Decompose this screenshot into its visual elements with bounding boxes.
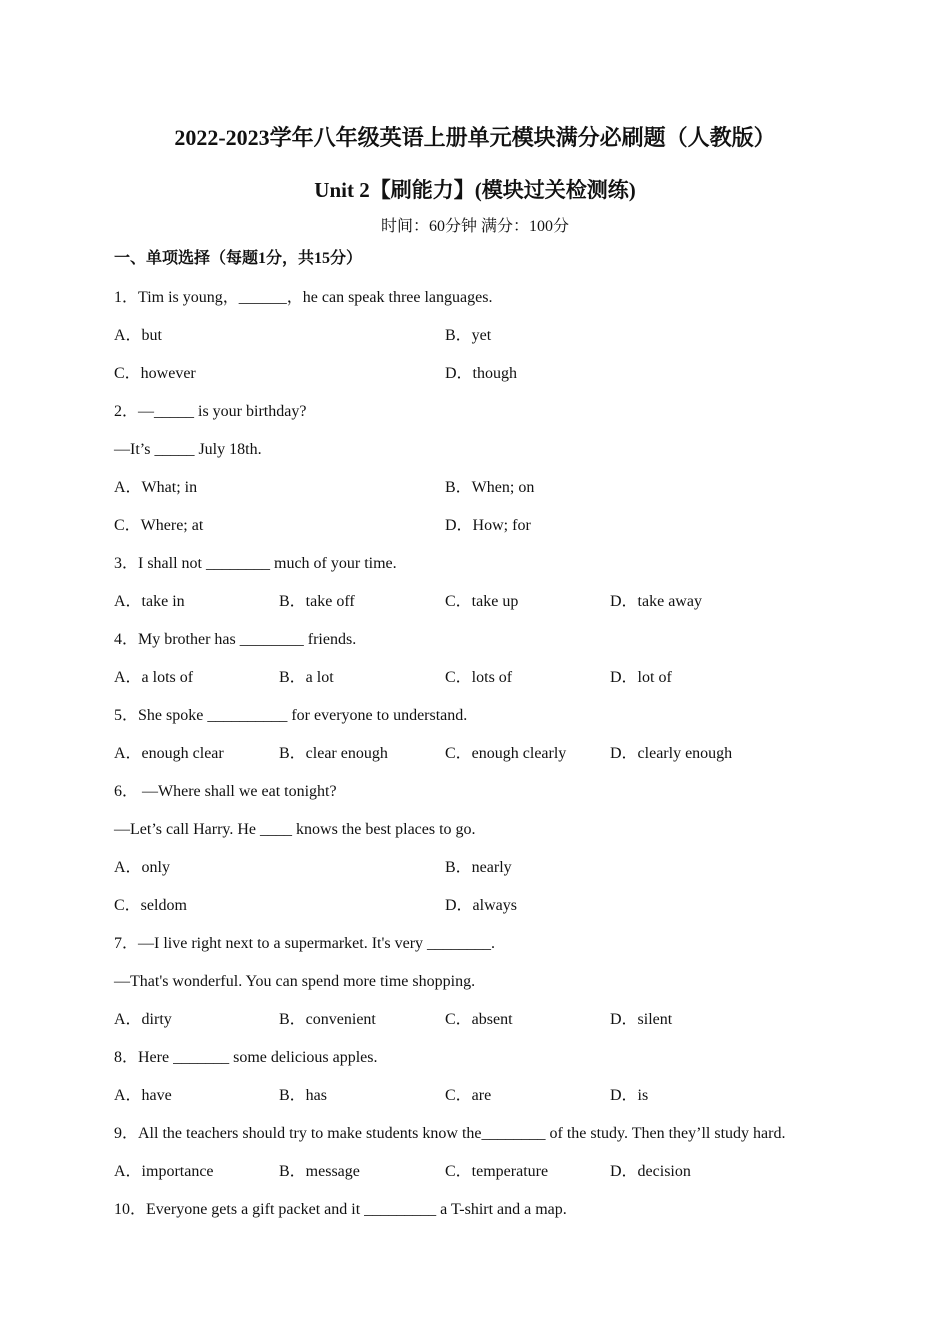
question-4-options (114, 665, 844, 691)
q8-option-b: B．has (279, 1087, 328, 1104)
question-2-options-row2 (114, 513, 844, 539)
q2-option-a: A．What; in (114, 479, 198, 496)
q3-option-a: A．take in (114, 593, 185, 610)
q5-option-a: A．enough clear (114, 745, 224, 762)
q9-option-c: C．temperature (445, 1163, 549, 1180)
question-3-options (114, 589, 844, 615)
q6-option-a: A．only (114, 859, 171, 876)
question-1-stem: 1．Tim is young，______，he can speak three languages. (114, 289, 493, 306)
question-5-options (114, 741, 844, 767)
question-9-options (114, 1159, 844, 1185)
question-5-stem: 5．She spoke __________ for everyone to understand. (114, 707, 468, 724)
q8-option-a: A．have (114, 1087, 172, 1104)
q4-option-a: A．a lots of (114, 669, 194, 686)
q9-option-d: D．decision (610, 1163, 691, 1180)
document-title: 2022-2023学年八年级英语上册单元模块满分必刷题（人教版） (174, 125, 776, 150)
q1-option-d: D．though (445, 365, 518, 382)
q2-option-c: C．Where; at (114, 517, 204, 534)
question-9-stem: 9．All the teachers should try to make students know the________ of the study. Then they’ll study hard. (114, 1125, 786, 1142)
question-1-options-row2 (114, 361, 844, 387)
question-7-options (114, 1007, 844, 1033)
q7-option-c: C．absent (445, 1011, 513, 1028)
question-7-reply: —That's wonderful. You can spend more time shopping. (114, 973, 476, 990)
q3-option-d: D．take away (610, 593, 702, 610)
question-1-options (114, 323, 844, 349)
q1-option-a: A．but (114, 327, 163, 344)
q3-option-c: C．take up (445, 593, 519, 610)
q7-option-a: A．dirty (114, 1011, 172, 1028)
question-10-stem: 10．Everyone gets a gift packet and it _________ a T-shirt and a map. (114, 1201, 567, 1218)
q3-option-b: B．take off (279, 593, 355, 610)
q8-option-d: D．is (610, 1087, 649, 1104)
question-6-options (114, 855, 844, 881)
q7-option-d: D．silent (610, 1011, 673, 1028)
q6-option-d: D．always (445, 897, 517, 914)
question-8-options (114, 1083, 844, 1109)
question-6-stem: 6． —Where shall we eat tonight? (114, 783, 337, 800)
q4-option-c: C．lots of (445, 669, 513, 686)
question-6-reply: —Let’s call Harry. He ____ knows the best places to go. (114, 821, 476, 838)
q4-option-d: D．lot of (610, 669, 672, 686)
q5-option-b: B．clear enough (279, 745, 388, 762)
question-2-reply: —It’s _____ July 18th. (114, 441, 262, 458)
q4-option-b: B．a lot (279, 669, 334, 686)
q1-option-b: B．yet (445, 327, 492, 344)
question-4-stem: 4．My brother has ________ friends. (114, 631, 357, 648)
q8-option-c: C．are (445, 1087, 492, 1104)
q6-option-c: C．seldom (114, 897, 187, 914)
question-7-stem: 7．—I live right next to a supermarket. It's very ________. (114, 935, 496, 952)
question-6-options-row2 (114, 893, 844, 919)
q7-option-b: B．convenient (279, 1011, 376, 1028)
question-2-options (114, 475, 844, 501)
q5-option-d: D．clearly enough (610, 745, 733, 762)
q5-option-c: C．enough clearly (445, 745, 567, 762)
q6-option-b: B．nearly (445, 859, 512, 876)
document-subtitle: Unit 2【刷能力】(模块过关检测练) (314, 178, 636, 202)
question-8-stem: 8．Here _______ some delicious apples. (114, 1049, 378, 1066)
q9-option-b: B．message (279, 1163, 360, 1180)
q1-option-c: C．however (114, 365, 196, 382)
question-3-stem: 3．I shall not ________ much of your time. (114, 555, 397, 572)
exam-time-and-score: 时间：60分钟 满分：100分 (380, 218, 569, 235)
q2-option-d: D．How; for (445, 517, 531, 534)
question-2-stem: 2．—_____ is your birthday? (114, 403, 307, 420)
section-heading: 一、单项选择（每题1分，共15分） (114, 250, 363, 267)
q9-option-a: A．importance (114, 1163, 214, 1180)
q2-option-b: B．When; on (445, 479, 535, 496)
